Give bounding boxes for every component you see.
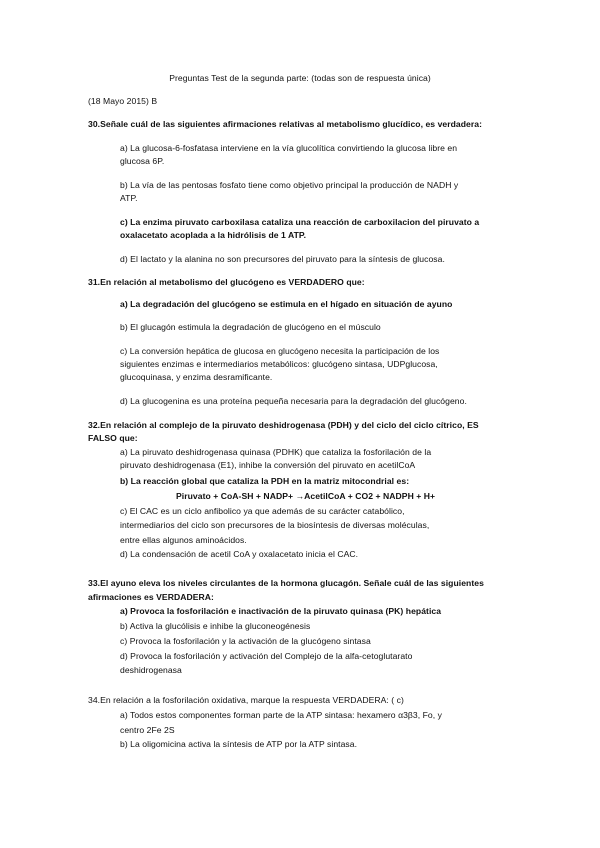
question-34-option-a-cont: centro 2Fe 2S (120, 725, 175, 735)
question-30-stem: 30.Señale cuál de las siguientes afirmaciones relativas al metabolismo glucídico, es verdadera: (88, 119, 483, 129)
question-32-stem: 32.En relación al complejo de la piruvato deshidrogenasa (PDH) y del ciclo del ciclo cítrico, ES (88, 420, 479, 430)
question-31-stem: 31.En relación al metabolismo del glucógeno es VERDADERO que: (88, 277, 365, 287)
question-31-option-c-cont2: glucoquinasa, y enzima desramificante. (120, 372, 273, 382)
question-31-option-d: d) La glucogenina es una proteína pequeña necesaria para la degradación del glucógeno. (120, 396, 467, 406)
question-33-option-a: a) Provoca la fosforilación e inactivación de la piruvato quinasa (PK) hepática (120, 606, 442, 616)
question-30-option-a: a) La glucosa-6-fosfatasa interviene en la vía glucolítica convirtiendo la glucosa libre en (120, 143, 458, 153)
question-34-option-a: a) Todos estos componentes forman parte de la ATP sintasa: hexamero α3β3, Fo, y (120, 710, 442, 720)
page-title: Preguntas Test de la segunda parte: (todas son de respuesta única) (169, 73, 431, 83)
question-33-option-d: d) Provoca la fosforilación y activación del Complejo de la alfa-cetoglutarato (120, 651, 413, 661)
question-30-option-c: c) La enzima piruvato carboxilasa cataliza una reacción de carboxilacion del piruvato a (120, 217, 480, 227)
question-31-option-a: a) La degradación del glucógeno se estimula en el hígado en situación de ayuno (120, 299, 453, 309)
question-33-option-d-cont: deshidrogenasa (120, 665, 182, 675)
question-30-option-d: d) El lactato y la alanina no son precursores del piruvato para la síntesis de glucosa. (120, 254, 445, 264)
question-32-option-a-cont: piruvato deshidrogenasa (E1), inhibe la conversión del piruvato en acetilCoA (120, 460, 416, 470)
question-34-option-b: b) La oligomicina activa la síntesis de ATP por la ATP sintasa. (120, 739, 358, 749)
exam-date: (18 Mayo 2015) B (88, 96, 158, 106)
question-33-option-b: b) Activa la glucólisis e inhibe la gluconeogénesis (120, 621, 311, 631)
question-33-stem-cont: afirmaciones es VERDADERA: (88, 592, 214, 602)
question-32-option-c-cont: intermediarios del ciclo son precursores de la biosíntesis de diversas moléculas, (120, 520, 430, 530)
question-30-option-c-cont: oxalacetato acoplada a la hidrólisis de 1 ATP. (120, 230, 307, 240)
question-33-option-c: c) Provoca la fosforilación y la activación de la glucógeno sintasa (120, 636, 371, 646)
question-32-option-b: b) La reacción global que cataliza la PDH en la matriz mitocondrial es: (120, 476, 410, 486)
question-32-option-a: a) La piruvato deshidrogenasa quinasa (PDHK) que cataliza la fosforilación de la (120, 447, 432, 457)
question-31-option-b: b) El glucagón estimula la degradación de glucógeno en el músculo (120, 322, 381, 332)
question-30-option-b: b) La vía de las pentosas fosfato tiene como objetivo principal la producción de NADH y (120, 180, 459, 190)
question-31-option-c-cont: siguientes enzimas e intermediarios metabólicos: glucógeno sintasa, UDPglucosa, (120, 359, 438, 369)
question-34-stem: 34.En relación a la fosforilación oxidativa, marque la respuesta VERDADERA: ( c) (88, 695, 404, 705)
question-32-option-c: c) El CAC es un ciclo anfibolico ya que además de su carácter catabólico, (120, 506, 405, 516)
question-33-stem: 33.El ayuno eleva los niveles circulantes de la hormona glucagón. Señale cuál de las siguientes (88, 578, 484, 588)
question-30-option-a-cont: glucosa 6P. (120, 156, 165, 166)
question-32-reaction-equation: Piruvato + CoA-SH + NADP+ →AcetilCoA + CO2 + NADPH + H+ (176, 491, 436, 501)
question-32-option-c-cont2: entre ellas algunos aminoácidos. (120, 535, 247, 545)
question-32-stem-cont: FALSO que: (88, 433, 138, 443)
question-30-option-b-cont: ATP. (120, 193, 138, 203)
question-32-option-d: d) La condensación de acetil CoA y oxalacetato inicia el CAC. (120, 549, 359, 559)
question-31-option-c: c) La conversión hepática de glucosa en glucógeno necesita la participación de los (120, 346, 440, 356)
